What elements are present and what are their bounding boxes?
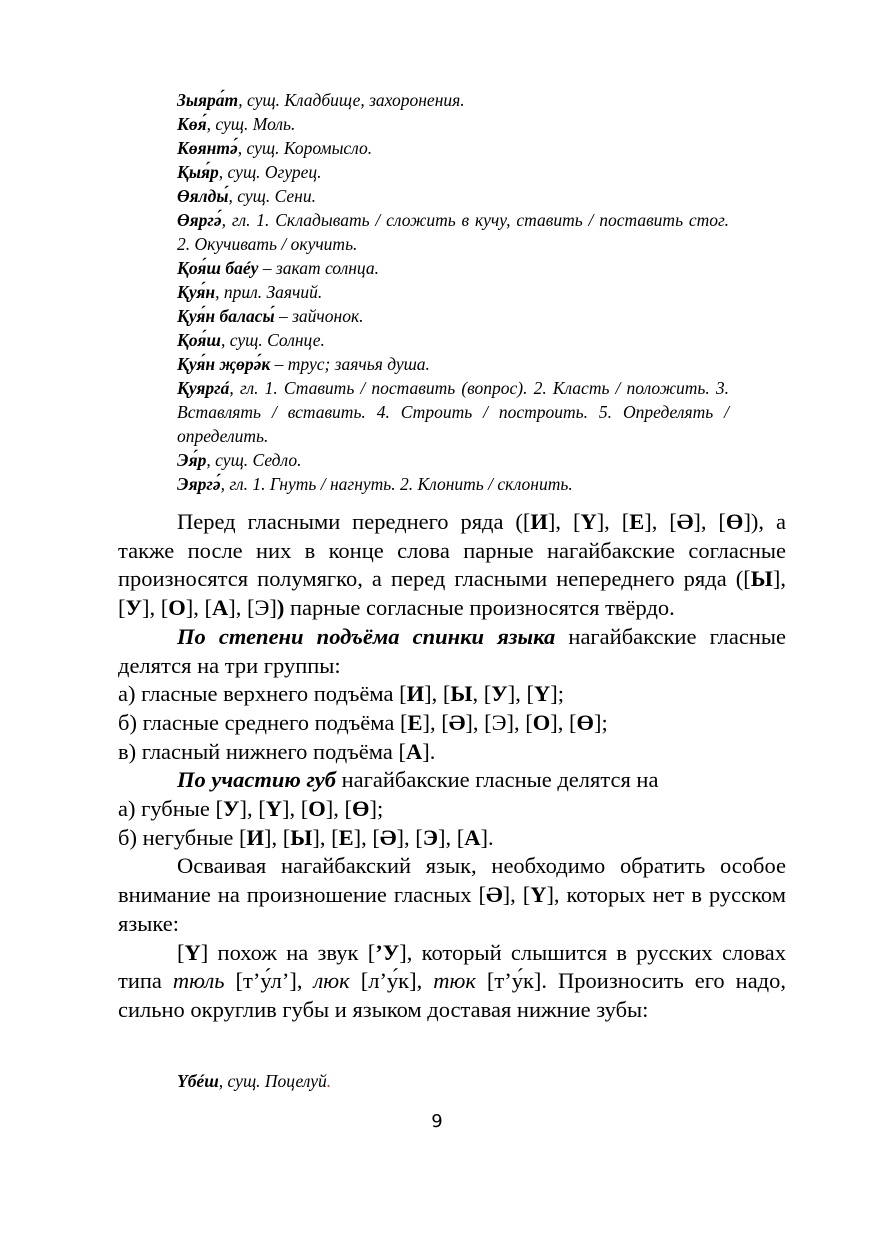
vowel-letter: Ә	[486, 882, 503, 908]
dictionary-entry	[177, 256, 729, 280]
entry-headword: Көя́	[177, 114, 207, 134]
entry-headword: Зыяра́т	[177, 90, 239, 110]
vowel-letter: Ы	[450, 681, 473, 707]
list-item-mid-vowels	[118, 709, 786, 738]
example-word: люк	[313, 968, 350, 994]
text: б) негубные [	[118, 824, 247, 850]
vowel-letter: И	[406, 681, 425, 707]
vowel-letter: О	[532, 709, 551, 735]
vowel-letter: Ө	[352, 796, 370, 822]
text: ], [	[550, 709, 577, 735]
entry-headword: Өялды́	[177, 186, 229, 206]
body-text	[118, 508, 786, 1025]
list-item-low-vowel	[118, 738, 786, 767]
entry-definition: – зайчонок.	[274, 306, 364, 326]
text: а) губные [	[118, 796, 223, 822]
text: ], [	[239, 796, 266, 822]
text: [т’у́к]. Произносить его надо, сильно округлив губы и языком доставая нижние зубы:	[118, 968, 787, 1022]
dictionary-entry	[177, 472, 729, 496]
example-word: тюк	[433, 968, 476, 994]
paragraph-lip-rounding	[118, 766, 786, 795]
text: ], [Э], [	[465, 709, 533, 735]
entry-definition: – закат солнца.	[258, 258, 380, 278]
text: ], [	[693, 509, 726, 534]
text: Осваивая нагайбакский язык, необходимо обратить особое внимание на произношение гласных [	[118, 853, 786, 908]
text: ];	[369, 796, 384, 822]
vowel-letter: О	[308, 796, 326, 822]
text: [	[177, 939, 185, 965]
dictionary-entry	[177, 304, 729, 328]
vowel-letter: Ү	[580, 509, 597, 534]
text: ], [	[644, 509, 677, 534]
entry-headword: Қыя́р	[177, 162, 219, 182]
example-entry	[177, 1069, 331, 1093]
entry-period: .	[326, 1071, 332, 1091]
vowel-letter: Ү	[530, 882, 547, 908]
vowel-letter: Э	[422, 824, 439, 850]
dictionary-entry	[177, 328, 729, 352]
entry-definition: , сущ. Кладбище, захоронения.	[238, 90, 465, 110]
vowel-letter: Ә	[676, 509, 694, 534]
vowel-letter: У	[125, 595, 143, 621]
entry-headword: Үбéш	[177, 1071, 219, 1091]
vowel-letter: А	[212, 595, 229, 621]
entry-definition: – трус; заячья душа.	[270, 354, 430, 374]
emphasis-heading: По участию губ	[177, 767, 336, 793]
text: ], [	[396, 824, 423, 850]
text: нагайбакские гласные делятся на три группы:	[118, 623, 786, 678]
text: ], [	[142, 595, 169, 621]
text: ], [	[507, 681, 534, 707]
entry-definition: , прил. Заячий.	[215, 282, 323, 302]
text: ]), а также после них в конце слова парные нагайбакские согласные произносятся полумягко, а перед гласными непереднего ряда ([	[118, 509, 786, 592]
entry-definition: , гл. 1. Ставить / поставить (вопрос). 2. Класть / положить. 3. Вставлять / вставить. 4. Строить / построить. 5. Определять / определить.	[177, 378, 729, 446]
transcription: [т’у́л’],	[224, 968, 314, 994]
emphasis-heading: По степени подъёма спинки языка	[177, 623, 556, 649]
vowel-letter: Ә	[448, 709, 466, 735]
list-item-unrounded-vowels	[118, 824, 786, 853]
text: ], [	[438, 824, 465, 850]
text: ], [	[547, 509, 581, 534]
text: ];	[593, 709, 608, 735]
vowel-letter: Ә	[379, 824, 397, 850]
dictionary-entry	[177, 376, 729, 448]
dictionary-entry	[177, 160, 729, 184]
vowel-letter: Е	[629, 509, 645, 534]
entry-headword: Қуяргá	[177, 378, 230, 398]
entry-headword: Эяргә́	[177, 474, 221, 494]
vowel-letter: А	[405, 738, 423, 764]
text: ];	[550, 681, 564, 707]
entry-definition: , гл. 1. Складывать / сложить в кучу, ставить / поставить стог. 2. Окучивать / окучить.	[177, 210, 729, 254]
paragraph-vowel-u-description	[118, 939, 786, 1025]
text: нагайбакские гласные делятся на	[336, 767, 659, 793]
vowel-letter: Ө	[576, 709, 594, 735]
entry-headword: Эя́р	[177, 450, 207, 470]
vowel-letter: И	[246, 824, 265, 850]
entry-definition: , сущ. Сени.	[228, 186, 316, 206]
entry-headword: Қуя́н	[177, 282, 216, 302]
dictionary-entry	[177, 184, 729, 208]
vowel-letter: Е	[338, 824, 354, 850]
vowel-letter: Ө	[725, 509, 744, 534]
entry-definition: , сущ. Моль.	[206, 114, 296, 134]
vowel-letter: У	[491, 681, 508, 707]
text: ], [	[282, 796, 309, 822]
entry-definition: , сущ. Поцелуй	[218, 1071, 327, 1091]
vowel-letter: Ү	[534, 681, 551, 707]
paragraph-pronunciation	[118, 852, 786, 938]
text: ], [	[325, 796, 353, 822]
text: в) гласный нижнего подъёма [	[118, 738, 406, 764]
page-number: 9	[431, 1111, 443, 1132]
text: Перед гласными переднего ряда ([	[177, 509, 531, 534]
vowel-letter: Ү	[184, 939, 201, 965]
entry-definition: , сущ. Коромысло.	[237, 138, 373, 158]
example-word: тюль	[172, 968, 225, 994]
vowel-letter: И	[530, 509, 548, 534]
text: ], [	[264, 824, 291, 850]
entry-definition: , сущ. Седло.	[206, 450, 302, 470]
entry-definition: , гл. 1. Гнуть / нагнуть. 2. Клонить / склонить.	[220, 474, 573, 494]
dictionary-entry	[177, 352, 729, 376]
text: ], [	[422, 709, 449, 735]
entry-headword: Қоя́ш	[177, 330, 221, 350]
entry-headword: Қуя́н җөрә́к	[177, 354, 271, 374]
text: ], [	[424, 681, 451, 707]
vowel-letter: Е	[407, 709, 423, 735]
text: ], [	[502, 882, 531, 908]
text: , [	[472, 681, 492, 707]
text: ] похож на звук [	[200, 939, 376, 965]
transcription: [л’у́к],	[349, 968, 434, 994]
text: ], [	[312, 824, 339, 850]
list-item-high-vowels	[118, 680, 786, 709]
bold-paren: )	[276, 595, 285, 621]
entry-headword: Көянтә́	[177, 138, 238, 158]
dictionary-entry	[177, 208, 729, 256]
vowel-letter: О	[168, 595, 186, 621]
vowel-letter: ’У	[375, 939, 400, 965]
entry-definition: , сущ. Огурец.	[218, 162, 322, 182]
dictionary-entries	[177, 88, 729, 496]
text: парные согласные произносятся твёрдо.	[284, 595, 675, 621]
dictionary-entry	[177, 280, 729, 304]
text: ], который слышится в русских словах типа	[118, 939, 787, 994]
entry-headword: Қуя́н баласы́	[177, 306, 275, 326]
dictionary-entry	[177, 136, 729, 160]
dictionary-entry	[177, 448, 729, 472]
vowel-letter: У	[223, 796, 240, 822]
text: ], [Э]	[228, 595, 277, 621]
text: ], [	[118, 566, 786, 621]
vowel-letter: Ы	[290, 824, 313, 850]
text: б) гласные среднего подъёма [	[118, 709, 408, 735]
vowel-letter: А	[464, 824, 481, 850]
list-item-rounded-vowels	[118, 795, 786, 824]
vowel-letter: Ү	[265, 796, 283, 822]
paragraph-tongue-height	[118, 623, 786, 680]
entry-definition: , сущ. Солнце.	[220, 330, 325, 350]
text: ], [	[596, 509, 630, 534]
text: ], [	[353, 824, 380, 850]
text: ].	[422, 738, 436, 764]
text: ], которых нет в русском языке:	[118, 882, 786, 936]
text: а) гласные верхнего подъёма [	[118, 681, 407, 707]
entry-headword: Өяргә́	[177, 210, 222, 230]
vowel-letter: Ы	[750, 566, 773, 592]
text: ].	[480, 824, 494, 850]
text: ], [	[185, 595, 213, 621]
entry-headword: Қоя́ш баéу	[177, 258, 259, 278]
dictionary-entry	[177, 88, 729, 112]
paragraph-vowel-rows	[118, 508, 786, 623]
dictionary-entry	[177, 112, 729, 136]
